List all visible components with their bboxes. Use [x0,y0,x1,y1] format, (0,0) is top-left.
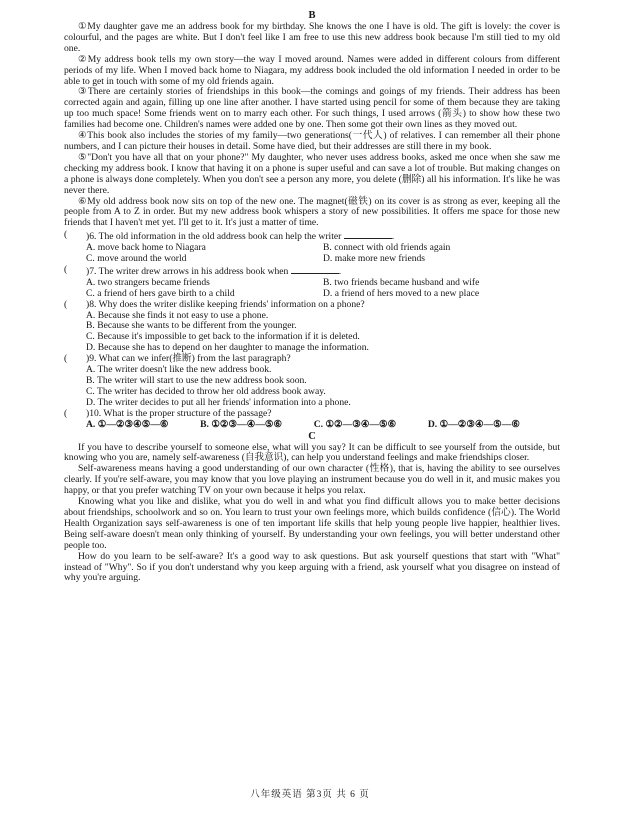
question-text: )6. The old information in the old address book can help the writer [86,231,342,243]
option-item: C. move around the world [86,253,187,265]
answer-blank [344,230,392,239]
option-item: B. two friends became husband and wife [323,276,480,288]
answer-paren: ( [64,263,68,275]
question-text: )7. The writer drew arrows in his address book when [86,265,289,277]
question-tail: . [338,265,342,277]
passage-paragraph: ①My daughter gave me an address book for my birthday. She knows the one I have is old. The gift is lovely: the cover is colourful, and the pages are white. But I don't feel like I am free to use this new address book because I'm still tied to my old one. [64,21,560,54]
question-tail: . [391,231,395,243]
section-b-label: B [308,10,316,21]
answer-paren: ( [64,353,68,365]
option-list [64,365,560,409]
question-stem [64,265,560,278]
question-list [64,230,560,430]
passage-paragraph: How do you learn to be self-aware? It's a good way to ask questions. But ask yourself questions that start with "What" instead of "Why". So if you don't understand why you keep arguing with a friend, ask yourself what you disagree on instead of why you're arguing. [64,550,560,584]
option-item: B. ①②③—④—⑤⑥ [200,418,283,430]
option-cell [323,254,560,265]
option-item: D. The writer decides to put all her friends' information into a phone. [86,396,351,408]
option-item: A. Because she finds it not easy to use a phone. [86,309,269,321]
option-item: C. ①②—③④—⑤⑥ [313,418,397,430]
question-block [64,409,560,431]
passage-paragraph: ⑤"Don't you have all that on your phone?" My daughter, who never uses address books, asked me once when she saw me checking my address book. I know that having it on a phone is super useful and can save a lot of trouble. But making changes on a phone is always done completely. When you don't see a person any more, you delete (删除) all his information. It's like he was never there. [64,151,560,196]
passage-paragraph: Self-awareness means having a good understanding of our own character (性格), that is, having the ability to see ourselves clearly. If you're self-aware, you may know that you love playing an instrument because you do well in it, and music makes you happy, or that you prefer watching TV on your own because it helps you relax. [64,463,560,497]
answer-paren: ( [64,229,68,241]
answer-paren: ( [64,298,68,310]
option-list [64,311,560,355]
question-text: )9. What can we infer(推断) from the last paragraph? [86,353,291,365]
option-item: D. ①—②③④—⑤—⑥ [427,418,520,430]
question-stem [64,300,560,311]
question-text-wrap [86,409,560,420]
passage-paragraph: ②My address book tells my own story—the way I moved around. Names were added in different colours from different periods of my life. When I moved back home to Niagara, my address book included the old information I needed in order to be able to get in touch with some of my old friends again. [64,53,560,87]
option-item: C. Because it's impossible to get back to the information if it is deleted. [86,331,360,343]
passage-paragraph: ⑥My old address book now sits on top of the new one. The magnet(磁铁) on its cover is as strong as ever, keeping all the people from A to Z in order. But my new address book whispers a story of new possibilities. It offers me space for those new friends that I haven't met yet. I'll get to it. It's just a matter of time. [64,195,560,229]
option-list [64,278,560,300]
passage-paragraph: Knowing what you like and dislike, what you do well in and what you find difficult allows you to make better decisions about friendships, schoolwork and so on. You learn to trust your own feelings more, which builds confidence (信心). The World Health Organization says self-awareness is one of ten important life skills that help young people live happier, healthier lives. Being self-aware doesn't mean only thinking of yourself. By understanding your own feelings, you will better understand other people too. [64,496,560,551]
option-row [86,254,560,265]
option-item: B. connect with old friends again [323,242,451,254]
option-item: D. a friend of hers moved to a new place [323,287,480,299]
option-item: A. move back home to Niagara [86,242,206,254]
answer-paren: ( [64,407,68,419]
option-item: A. ①—②③④⑤—⑥ [86,418,169,430]
question-text: )8. Why does the writer dislike keeping friends' information on a phone? [86,298,365,310]
question-block [64,300,560,355]
passage-paragraph: If you have to describe yourself to someone else, what will you say? It can be difficult to see yourself from the outside, but knowing who you are, namely self-awareness (自我意识), can help you understand feelings and make friendships closer. [64,441,560,464]
option-item: B. Because she wants to be different from the younger. [86,320,297,332]
option-cell [86,254,323,265]
option-item: D. Because she has to depend on her daughter to manage the information. [86,342,369,354]
option-item: B. The writer will start to use the new address book soon. [86,375,307,386]
page-footer: 八年级英语 第3页 共 6 页 [250,790,370,800]
option-row [86,420,560,431]
question-block [64,354,560,409]
question-text: )10. What is the proper structure of the passage? [86,407,272,419]
section-c-label: C [308,430,316,442]
question-stem [64,409,560,420]
question-text-wrap [86,265,560,278]
option-item: A. two strangers became friends [86,276,210,288]
option-item: C. The writer has decided to throw her old address book away. [86,385,326,397]
answer-blank [291,265,339,274]
option-list [64,243,560,265]
passage-paragraph: ③There are certainly stories of friendships in this book—the comings and goings of my friends. Their address has been corrected again and again, filling up one line after another. I have started using pencil for some of them because they are taking up too much space! Some friends went on to marry each other. For such things, I used arrows (箭头) to show how these two families had become one. Children's names were added one by one. Then some got their own lines as they moved out. [64,86,560,131]
section-b-passage [64,22,560,229]
option-item: C. a friend of hers gave birth to a child [86,287,235,299]
option-item: A. The writer doesn't like the new address book. [86,364,272,376]
question-block [64,265,560,300]
question-text-wrap [86,300,560,311]
option-list [64,420,560,431]
passage-paragraph: ④This book also includes the stories of my family—two generations(一代人) of relatives. I can remember all their phone numbers, and I can picture their houses in detail. Some have died, but their addresses are still there in my book. [64,130,560,152]
section-c-passage [64,443,560,585]
option-item: D. make more new friends [323,253,426,265]
question-block [64,230,560,265]
